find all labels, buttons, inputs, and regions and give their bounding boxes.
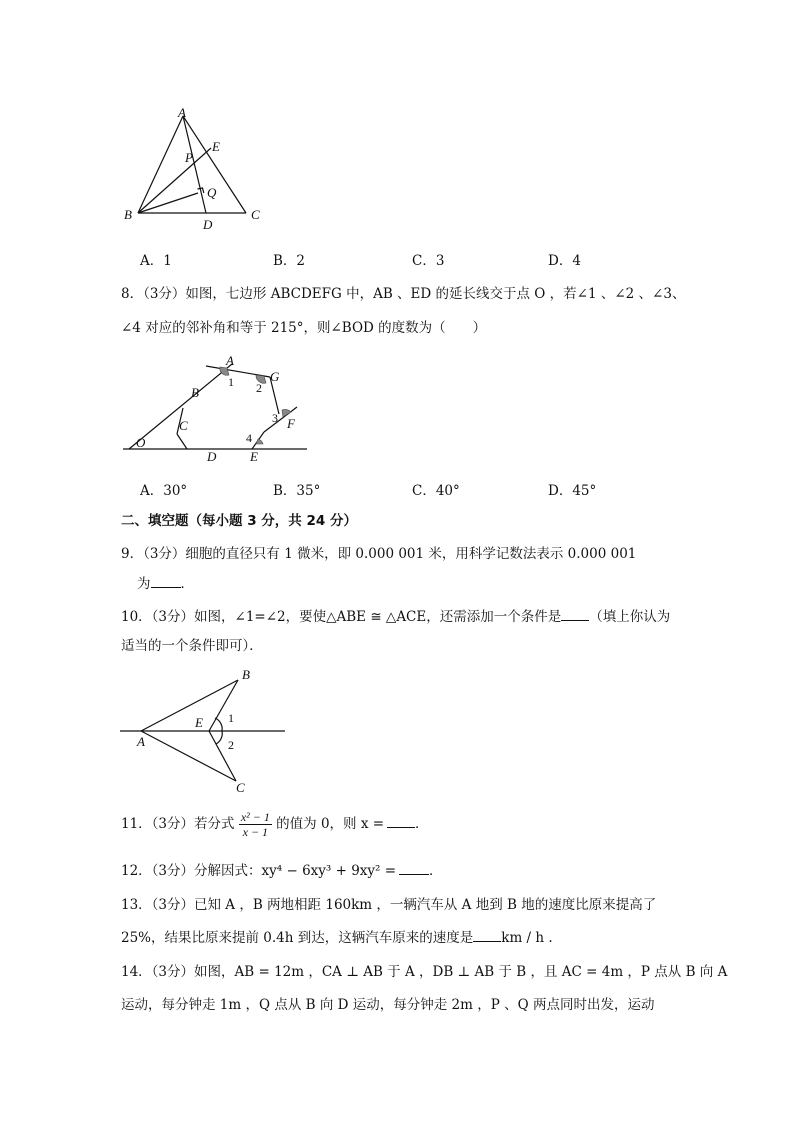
- q13-suffix: km / h .: [501, 930, 553, 946]
- q13-text-line1: 13．（3分）已知 A ，B 两地相距 160km ，一辆汽车从 A 地到 B 地的速度比原来提高了: [121, 897, 657, 913]
- q12-answer-blank[interactable]: [399, 862, 429, 875]
- q7-label-a: A: [178, 105, 186, 120]
- q8-label-e: E: [250, 449, 258, 464]
- q10-label-b: B: [242, 667, 250, 682]
- q10-text-line1: [121, 605, 670, 625]
- q10-answer-blank[interactable]: [561, 608, 589, 621]
- q7-label-c: C: [251, 207, 260, 222]
- q8-label-f: F: [287, 416, 295, 431]
- q13-prefix: 25%，结果比原来提前 0.4h 到达，这辆汽车原来的速度是: [121, 930, 474, 946]
- q10-angle-1: 1: [228, 711, 234, 725]
- q8-label-b: B: [191, 385, 199, 400]
- q11-suffix: ．: [415, 816, 429, 832]
- q8-option-c[interactable]: C．40°: [412, 483, 460, 499]
- q12-suffix: ．: [429, 863, 443, 879]
- q7-option-a[interactable]: A．1: [140, 253, 172, 269]
- q8-label-d: D: [207, 449, 217, 464]
- q8-angle-3: 3: [272, 411, 278, 425]
- q7-figure: [110, 100, 280, 240]
- q8-angle-1: 1: [228, 375, 234, 389]
- q7-option-c[interactable]: C．3: [412, 253, 445, 269]
- q10-text-line2: 适当的一个条件即可）．: [121, 638, 263, 654]
- q8-option-a[interactable]: A．30°: [140, 483, 188, 499]
- q11-text: [121, 810, 429, 839]
- q7-label-d: D: [203, 217, 213, 232]
- q8-figure: [115, 350, 315, 465]
- q8-option-b[interactable]: B．35°: [273, 483, 321, 499]
- q12-prefix: 12．（3分）分解因式：xy⁴ − 6xy³ + 9xy² =: [121, 863, 397, 879]
- q8-label-g: G: [270, 369, 280, 384]
- q9-answer-blank[interactable]: [151, 575, 181, 588]
- q10-angle-2: 2: [228, 738, 234, 752]
- q10-label-e: E: [195, 715, 203, 730]
- q11-answer-blank[interactable]: [387, 815, 415, 828]
- q7-label-e: E: [212, 139, 220, 154]
- q14-text-line1: 14．（3分）如图，AB = 12m ，CA ⊥ AB 于 A ，DB ⊥ AB 于 B ，且 AC = 4m ，P 点从 B 向 A: [121, 964, 728, 980]
- section-heading: 二、填空题（每小题 3 分，共 24 分）: [121, 513, 357, 529]
- q8-label-a: A: [226, 353, 234, 368]
- q8-label-o: O: [136, 435, 146, 450]
- q13-answer-blank[interactable]: [473, 929, 501, 942]
- q7-label-q: Q: [207, 185, 217, 200]
- q8-angle-2: 2: [256, 381, 262, 395]
- q9-prefix: 为: [137, 576, 151, 592]
- q8-angle-4: 4: [246, 431, 252, 445]
- q9-suffix: ．: [180, 576, 194, 592]
- q11-middle: 的值为 0，则 x =: [276, 816, 385, 832]
- q10-label-a: A: [137, 734, 145, 749]
- q11-numerator: x² − 1: [240, 810, 270, 824]
- q8-text-line2: ∠4 对应的邻补角和等于 215°，则∠BOD 的度数为（ ）: [121, 320, 487, 336]
- q10-suffix: （填上你认为: [589, 609, 671, 625]
- q12-text: [121, 859, 443, 879]
- q7-label-p: P: [185, 150, 193, 165]
- q11-fraction: [239, 810, 272, 839]
- q13-text-line2: [121, 926, 553, 946]
- q8-text-line1: 8．（3分）如图，七边形 ABCDEFG 中，AB 、ED 的延长线交于点 O ，若∠1 、∠2 、∠3、: [121, 286, 686, 302]
- q8-option-d[interactable]: D．45°: [548, 483, 597, 499]
- q11-prefix: 11．（3分）若分式: [121, 816, 235, 832]
- q14-text-line2: 运动，每分钟走 1m ，Q 点从 B 向 D 运动，每分钟走 2m ，P 、Q 两点同时出发，运动: [121, 997, 655, 1013]
- q10-prefix: 10．（3分）如图，∠1=∠2，要使△ABE ≅ △ACE，还需添加一个条件是: [121, 609, 562, 625]
- q11-denominator: x − 1: [242, 825, 269, 839]
- q7-option-d[interactable]: D．4: [548, 253, 581, 269]
- q8-label-c: C: [179, 418, 188, 433]
- q7-option-b[interactable]: B．2: [273, 253, 306, 269]
- q10-label-c: C: [236, 780, 245, 795]
- q10-figure: [115, 665, 295, 795]
- q9-text-line2: [137, 572, 194, 592]
- q9-text-line1: 9．（3分）细胞的直径只有 1 微米，即 0.000 001 米，用科学记数法表示 0.000 001: [121, 546, 637, 562]
- q7-label-b: B: [124, 207, 132, 222]
